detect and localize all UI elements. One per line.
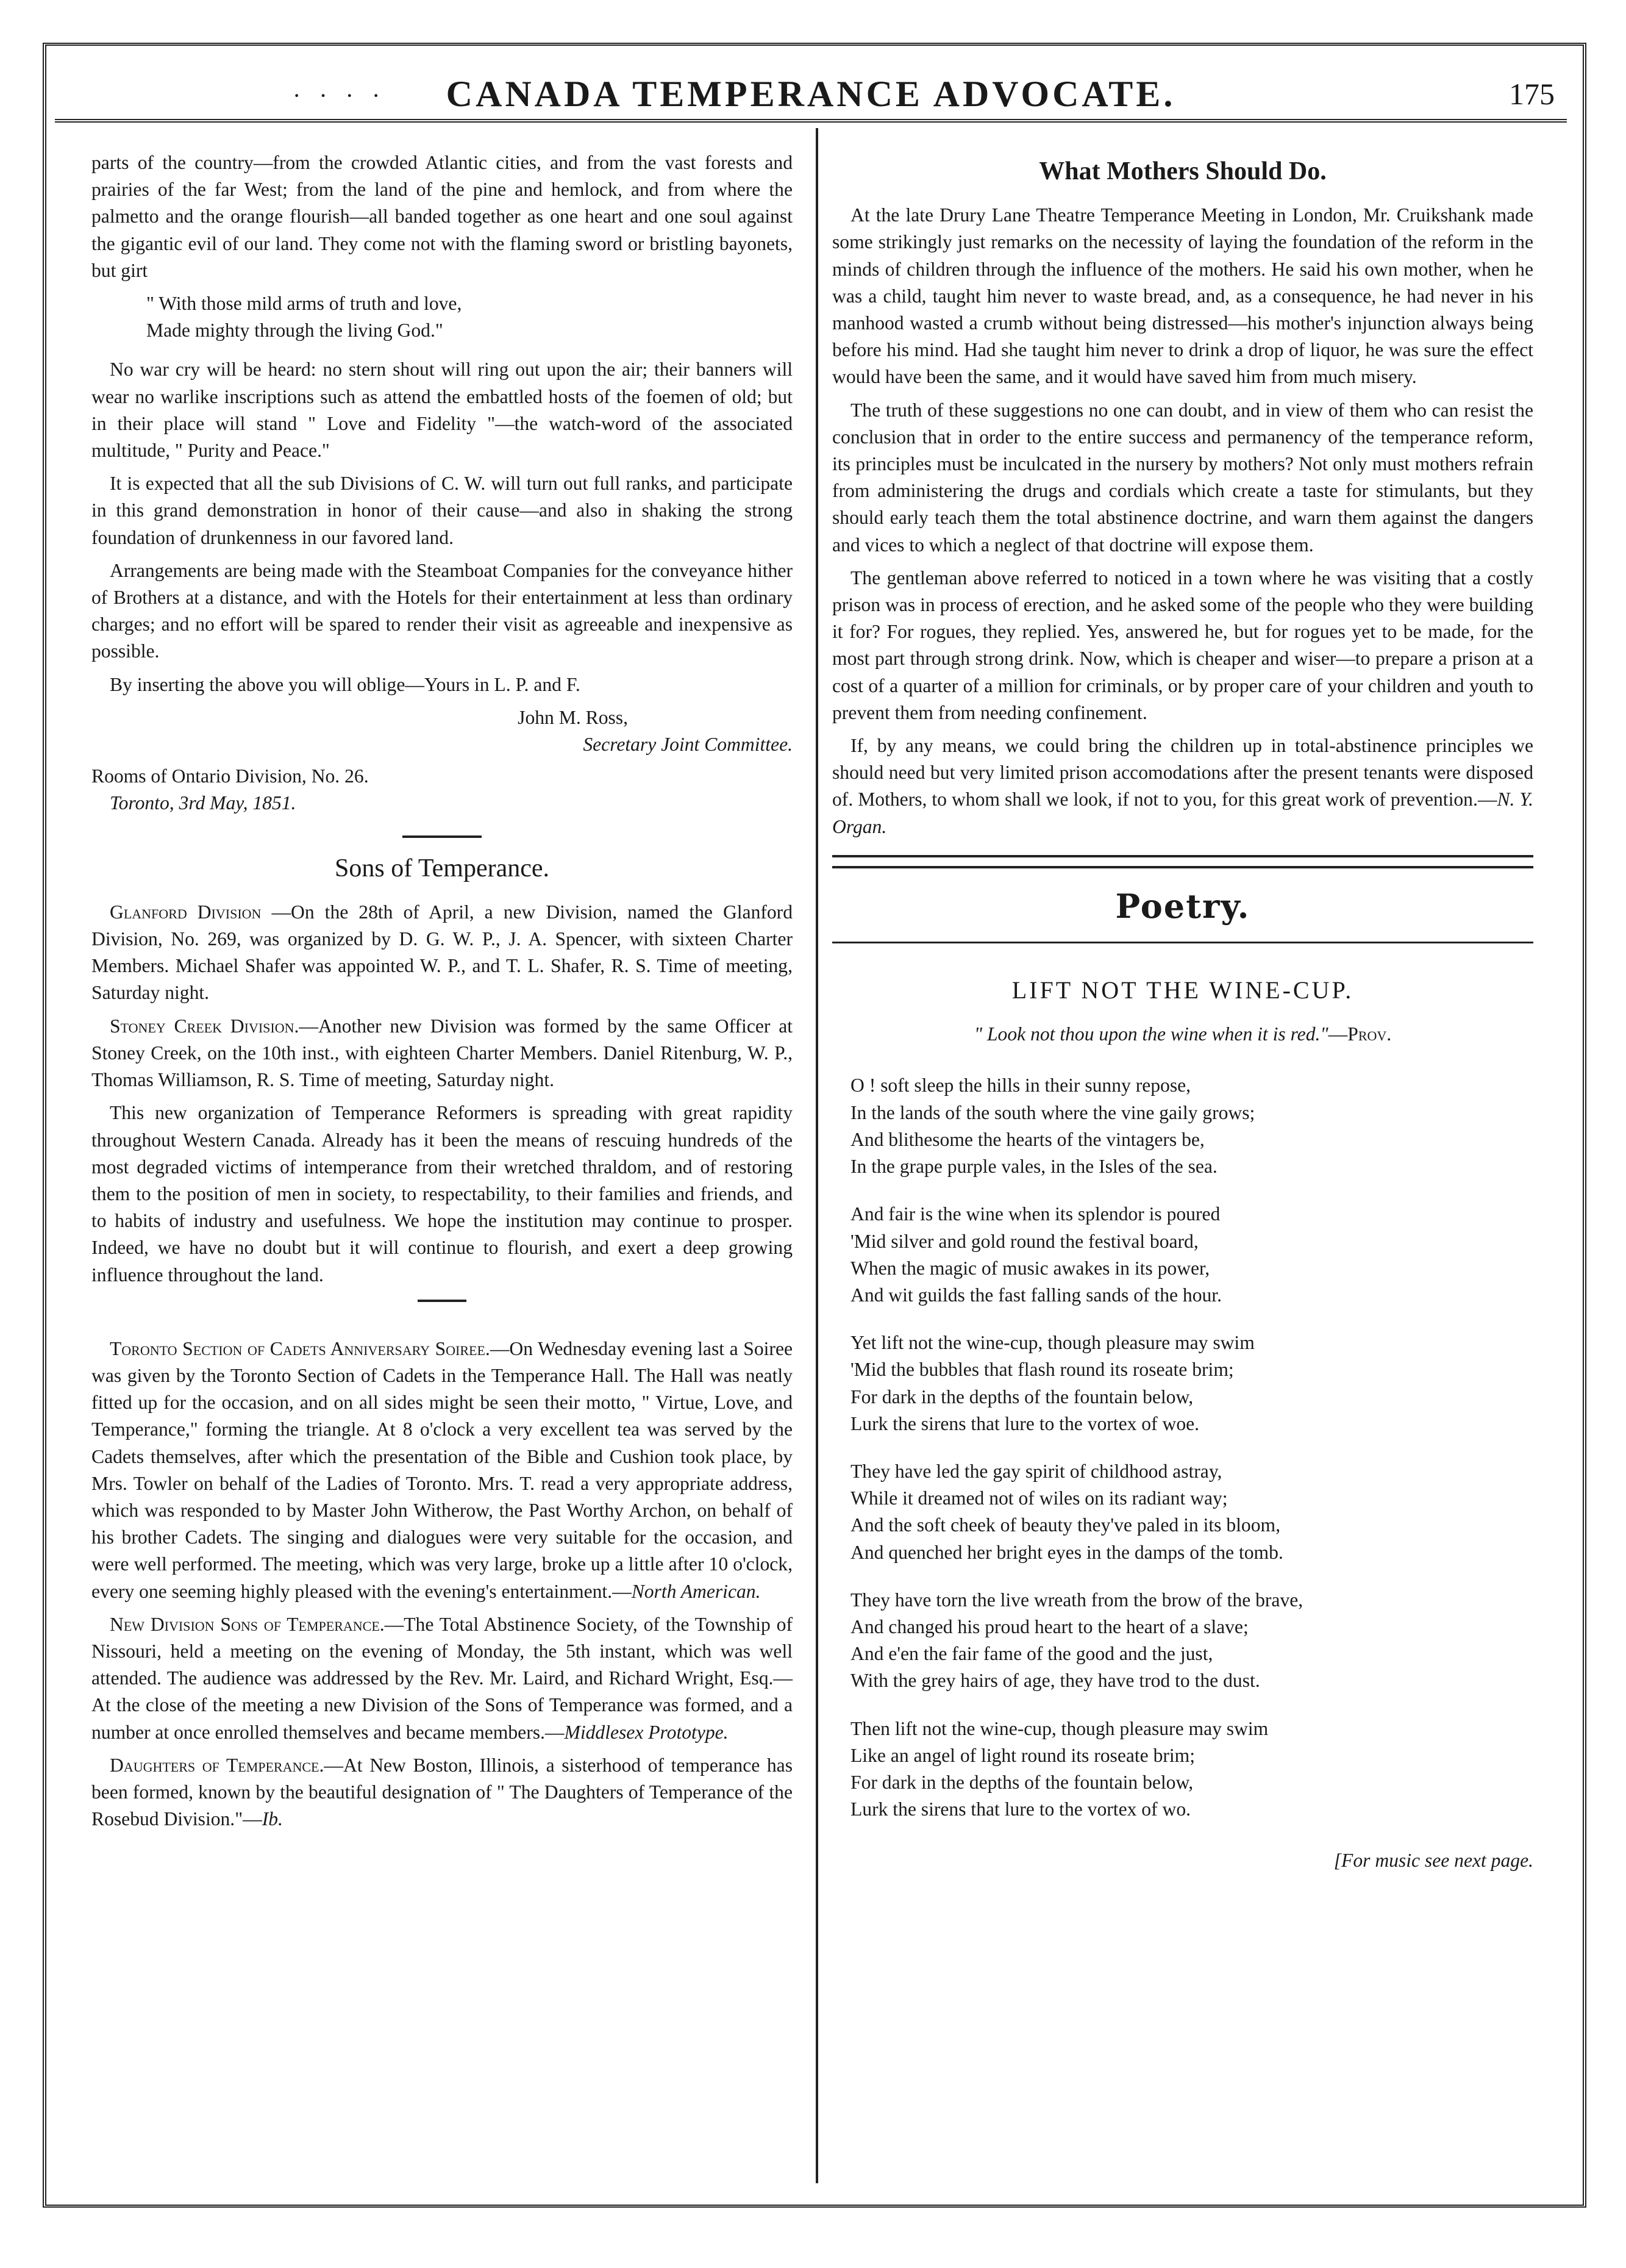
section-separator: [418, 1300, 466, 1302]
section-heading: What Mothers Should Do.: [1039, 157, 1327, 185]
poem-line: Lurk the sirens that lure to the vortex of woe.: [850, 1412, 1200, 1434]
poem-line: 'Mid the bubbles that flash round its roseate brim;: [850, 1359, 1234, 1381]
horizontal-rule: [832, 942, 1533, 943]
paragraph: Arrangements are being made with the Steamboat Companies for the conveyance hither of Brothers at a distance, and with the Hotels for their entertainment at less than ordinary charges; and no effort will be spared to render their visit as agreeable and inexpensive as possible.: [91, 559, 793, 662]
paragraph: parts of the country—from the crowded Atlantic cities, and from the vast forests and prairies of the far West; from the land of the pine and hemlock, and from where the palmetto and the orange flourish—all banded together as one heart and one soul against the gigantic evil of our land. They come not with the flaming sword or bristling bayonets, but girt: [91, 152, 793, 281]
poem-line: And quenched her bright eyes in the damps of the tomb.: [850, 1541, 1283, 1563]
poem-line: And the soft cheek of beauty they've paled in its bloom,: [850, 1514, 1280, 1536]
poem-line: In the grape purple vales, in the Isles of the sea.: [850, 1156, 1218, 1178]
item-text: —The Total Abstinence Society, of the Township of Nissouri, held a meeting on the evening of Monday, the 5th instant, which was well attended. The audience was addressed by the Rev. Mr. Laird, and Richard Wright, Esq.—At the close of the meeting a new Division of the Sons of Temperance was formed, and a number at once enrolled themselves and became members.—: [91, 1613, 793, 1743]
poem-line: They have led the gay spirit of childhood astray,: [850, 1460, 1222, 1482]
verse-line: " With those mild arms of truth and love,: [146, 293, 462, 315]
right-column: [832, 149, 1533, 1875]
dateline: Toronto, 3rd May, 1851.: [110, 792, 296, 814]
page-header: [55, 58, 1567, 123]
header-ornament: · · · ·: [293, 82, 387, 109]
poem-line: And fair is the wine when its splendor is poured: [850, 1203, 1221, 1225]
newspaper-title: CANADA TEMPERANCE ADVOCATE.: [446, 74, 1176, 114]
item-source: Middlesex Prototype.: [564, 1721, 729, 1743]
poem-line: Like an angel of light round its roseate brim;: [850, 1744, 1196, 1766]
item-text: —At New Boston, Illinois, a sisterhood of temperance has been formed, known by the beautiful designation of " The Daughters of Temperance of the Rosebud Division."—: [91, 1754, 793, 1830]
poem-line: O ! soft sleep the hills in their sunny repose,: [850, 1075, 1191, 1096]
poem-line: For dark in the depths of the fountain below,: [850, 1771, 1194, 1793]
poem-line: 'Mid silver and gold round the festival board,: [850, 1230, 1199, 1252]
page-number: 175: [1509, 77, 1555, 111]
item-lead: Glanford Division: [110, 901, 262, 923]
news-item: [91, 1611, 793, 1746]
poem-line: They have torn the live wreath from the brow of the brave,: [850, 1589, 1303, 1611]
paragraph: The gentleman above referred to noticed in a town where he was visiting that a costly prison was in process of erection, and he asked some of the people who they were building it for? For rogues, they replied. Yes, answered he, but for rogues yet to be made, for the most part through strong drink. Now, which is cheaper and wiser—to prepare a prison at a cost of a quarter of a million for criminals, or by proper care of your children and youth to prevent them from needing confinement.: [832, 567, 1533, 723]
paragraph: This new organization of Temperance Reformers is spreading with great rapidity throughout Western Canada. Already has it been the means of rescuing hundreds of the most degraded victims of intemperance from their wretched thraldom, and of restoring them to the position of men in society, to respectability, to their families and friends, and to habits of industry and usefulness. We hope the institution may continue to prosper. Indeed, we have no doubt but it will continue to flourish, and exert a deep growing influence throughout the land.: [91, 1102, 793, 1286]
paragraph: It is expected that all the sub Divisions of C. W. will turn out full ranks, and participate in this grand demonstration in honor of their cause—and also in shaking the strong foundation of drunkenness in our favored land.: [91, 473, 793, 548]
signature-title: Secretary Joint Committee.: [583, 734, 793, 756]
double-rule: [832, 855, 1533, 868]
poem-line: Then lift not the wine-cup, though pleasure may swim: [850, 1717, 1269, 1739]
item-text: —On Wednesday evening last a Soiree was given by the Toronto Section of Cadets in the Temperance Hall. The Hall was neatly fitted up for the occasion, and on all sides might be seen their motto, " Virtue, Love, and Temperance," forming the triangle. At 8 o'clock a very excellent tea was served by the Cadets themselves, after which the presentation of the Bible and Cushion took place, by Mrs. Towler on behalf of the Ladies of Toronto. Mrs. T. read a very appropriate address, which was responded to by Master John Witherow, the Past Worthy Archon, on behalf of his brother Cadets. The singing and dialogues were very suitable for the occasion, and were well performed. The meeting, which was very large, broke up a little after 10 o'clock, every one seeming highly pleased with the evening's entertainment.—: [91, 1337, 793, 1602]
paragraph: No war cry will be heard: no stern shout will ring out upon the air; their banners will wear no warlike inscriptions such as attend the embattled hosts of the foemen of old; but in their place will stand " Love and Fidelity "—the watch-word of the associated multitude, " Purity and Peace.": [91, 359, 793, 462]
poem-stanza: [850, 1329, 1533, 1437]
item-lead: New Division Sons of Temperance.: [110, 1613, 385, 1635]
poem-line: Yet lift not the wine-cup, though pleasure may swim: [850, 1332, 1255, 1354]
item-text: —On the 28th of April, a new Division, named the Glanford Division, No. 269, was organized by D. G. W. P., J. A. Spencer, with sixteen Charter Members. Michael Shafer was appointed W. P., and T. L. Shafer, R. S. Time of meeting, Saturday night.: [91, 901, 793, 1004]
poem-stanza: [850, 1587, 1533, 1695]
poetry-heading: Poetry.: [1115, 886, 1250, 926]
poem-stanza: [850, 1715, 1533, 1823]
poem-line: For dark in the depths of the fountain below,: [850, 1386, 1194, 1408]
paragraph: By inserting the above you will oblige—Yours in L. P. and F.: [110, 673, 580, 695]
item-text: —Another new Division was formed by the same Officer at Stoney Creek, on the 10th inst., with eighteen Charter Members. Daniel Ritenburg, W. P., Thomas Williamson, R. S. Time of meeting, Saturday night.: [91, 1015, 793, 1091]
poem-line: In the lands of the south where the vine gaily grows;: [850, 1101, 1255, 1123]
paragraph: At the late Drury Lane Theatre Temperance Meeting in London, Mr. Cruikshank made some strikingly just remarks on the necessity of laying the foundation of the reform in the minds of children through the influence of the mothers. He said his own mother, when he was a child, taught him never to waste bread, and, as a consequence, he had never in his manhood wasted a crumb without being distressed—his mother's injunction always being before his mind. Had she taught him never to drink a drop of liquor, he was sure the effect would have been the same, and it would have saved him from much misery.: [832, 204, 1533, 388]
address-line: Rooms of Ontario Division, No. 26.: [91, 765, 369, 787]
news-item: [91, 899, 793, 1007]
poem-stanza: [850, 1201, 1533, 1309]
news-item: [91, 1336, 793, 1605]
poem-title: LIFT NOT THE WINE-CUP.: [1011, 976, 1354, 1004]
item-lead: Daughters of Temperance.: [110, 1754, 324, 1776]
verse-line: Made mighty through the living God.": [146, 320, 443, 342]
poem-line: While it dreamed not of wiles on its radiant way;: [850, 1487, 1228, 1509]
news-item: [91, 1752, 793, 1833]
signature-name: John M. Ross,: [518, 706, 628, 728]
poem-epigraph: [832, 1021, 1533, 1048]
paragraph: The truth of these suggestions no one can doubt, and in view of them who can resist the conclusion that in order to the entire success and permanency of the temperance reform, its principles must be inculcated in the nursery by mothers? Not only must mothers refrain from administering the drugs and cordials which create a taste for stimulants, but they should early teach them the total abstinence doctrine, and warn them against the dangers and vices to which a neglect of that doctrine will expose them.: [832, 399, 1533, 556]
poem-stanza: [850, 1072, 1533, 1180]
section-heading: Sons of Temperance.: [334, 854, 550, 882]
poem-line: Lurk the sirens that lure to the vortex of wo.: [850, 1798, 1191, 1820]
section-separator: [402, 835, 482, 838]
column-divider: [816, 128, 818, 2183]
item-source: N. Y. Organ.: [832, 789, 1533, 837]
paragraph-text: If, by any means, we could bring the children up in total-abstinence principles we should need but very limited prison accomodations after the present tenants were disposed of. Mothers, to whom shall we look, if not to you, for this great work of prevention.—: [832, 735, 1533, 810]
poem-line: And wit guilds the fast falling sands of the hour.: [850, 1284, 1222, 1306]
poem-line: And changed his proud heart to the heart of a slave;: [850, 1615, 1249, 1637]
epigraph-text: " Look not thou upon the wine when it is red.": [974, 1023, 1328, 1045]
poem-line: With the grey hairs of age, they have trod to the dust.: [850, 1670, 1260, 1692]
poem-stanza: [850, 1458, 1533, 1566]
item-source: Ib.: [262, 1808, 283, 1830]
item-lead: Toronto Section of Cadets Anniversary Soiree.: [110, 1337, 490, 1359]
poem-line: And e'en the fair fame of the good and the just,: [850, 1643, 1213, 1665]
poem-line: And blithesome the hearts of the vintagers be,: [850, 1128, 1205, 1150]
continuation-note: [For music see next page.: [1333, 1850, 1533, 1872]
item-lead: Stoney Creek Division.: [110, 1015, 299, 1037]
left-column: [91, 149, 793, 1839]
epigraph-source: —Prov.: [1328, 1023, 1392, 1045]
paragraph: [832, 732, 1533, 840]
item-source: North American.: [631, 1580, 761, 1602]
news-item: [91, 1013, 793, 1094]
poem-line: When the magic of music awakes in its power,: [850, 1257, 1210, 1279]
